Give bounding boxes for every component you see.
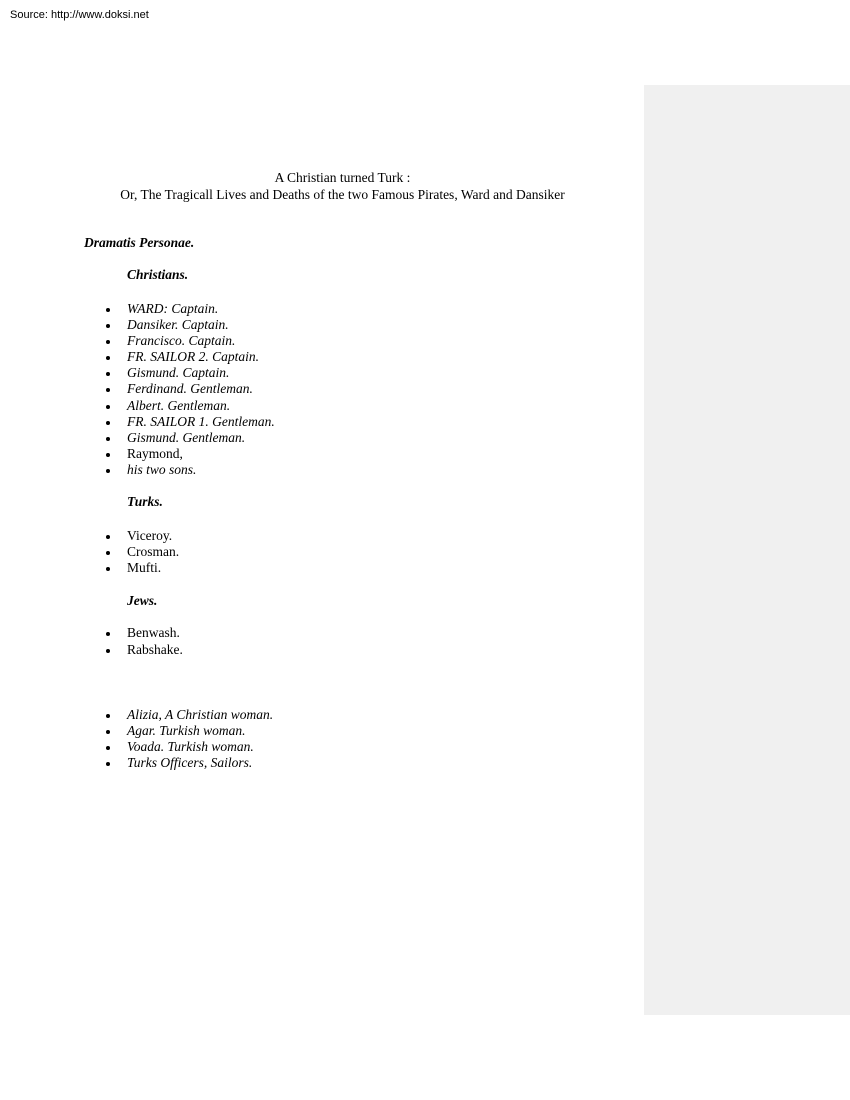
list-item: Gismund. Gentleman. bbox=[0, 430, 275, 446]
list-item: Dansiker. Captain. bbox=[0, 317, 275, 333]
play-title bbox=[85, 169, 600, 203]
christians-heading: Christians. bbox=[127, 267, 189, 282]
christians-list bbox=[0, 301, 275, 478]
dramatis-personae-heading: Dramatis Personae. bbox=[84, 235, 195, 250]
list-item: Albert. Gentleman. bbox=[0, 398, 275, 414]
list-item: Viceroy. bbox=[0, 528, 179, 544]
list-item: Mufti. bbox=[0, 560, 179, 576]
list-item: Agar. Turkish woman. bbox=[0, 723, 273, 739]
jews-list bbox=[0, 625, 183, 658]
title-line-1: A Christian turned Turk : bbox=[274, 170, 411, 185]
turks-heading: Turks. bbox=[127, 494, 163, 509]
list-item: Francisco. Captain. bbox=[0, 333, 275, 349]
list-item: Voada. Turkish woman. bbox=[0, 739, 273, 755]
list-item: FR. SAILOR 1. Gentleman. bbox=[0, 414, 275, 430]
list-item: Crosman. bbox=[0, 544, 179, 560]
list-item: Rabshake. bbox=[0, 642, 183, 658]
turks-list bbox=[0, 528, 179, 576]
jews-heading: Jews. bbox=[127, 593, 158, 608]
list-item: Gismund. Captain. bbox=[0, 365, 275, 381]
list-item: Raymond, bbox=[0, 446, 275, 462]
others-list bbox=[0, 707, 273, 771]
list-item: Alizia, A Christian woman. bbox=[0, 707, 273, 723]
list-item: Turks Officers, Sailors. bbox=[0, 755, 273, 771]
comment-sidebar bbox=[644, 85, 850, 1015]
list-item: FR. SAILOR 2. Captain. bbox=[0, 349, 275, 365]
source-url: Source: http://www.doksi.net bbox=[10, 9, 149, 21]
title-line-2: Or, The Tragicall Lives and Deaths of the two Famous Pirates, Ward and Dansiker bbox=[120, 187, 565, 202]
list-item: Benwash. bbox=[0, 625, 183, 641]
list-item: his two sons. bbox=[0, 462, 275, 478]
list-item: WARD: Captain. bbox=[0, 301, 275, 317]
list-item: Ferdinand. Gentleman. bbox=[0, 381, 275, 397]
